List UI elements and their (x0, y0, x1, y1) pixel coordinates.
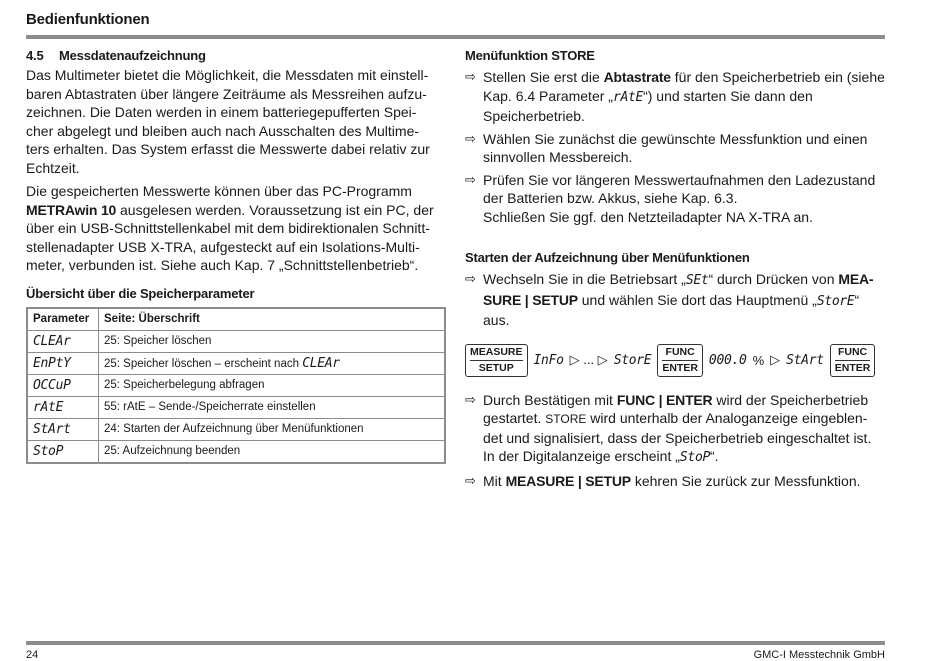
lcd-info: InFo (533, 352, 564, 368)
table-title: Übersicht über die Speicherparameter (26, 285, 255, 301)
text: “ durch Drücken von (708, 271, 839, 287)
parameter-cell: StArt (27, 418, 99, 440)
func-enter-ref: FUNC | ENTER (616, 391, 713, 408)
para2-line: über ein USB-Schnittstellenkabel mit dem bidirektionalen Schnitt- (26, 220, 430, 236)
lcd-value: 000.0 (708, 352, 747, 368)
para2-line: ausgelesen werden. Voraussetzung ist ein PC, der (116, 201, 434, 218)
list-item (465, 130, 887, 167)
description-cell: 25: Speicherbelegung abfragen (99, 374, 446, 396)
lcd-set: SEt (685, 273, 709, 288)
text: det und signalisiert, dass der Speicherbetrieb eingeschaltet ist. (483, 429, 872, 446)
parameter-cell: EnPtY (27, 352, 99, 374)
column-header-page: Seite: Überschrift (99, 308, 446, 331)
setup-key-ref: SURE | SETUP (483, 291, 578, 308)
text: “. (710, 448, 719, 464)
key-label: MEASURE (470, 346, 523, 361)
software-name: METRAwin 10 (26, 201, 117, 218)
lcd-rate: rAtE (612, 89, 644, 105)
description-cell: 25: Aufzeichnung beenden (99, 440, 446, 463)
para1-line: Das Multimeter bietet die Möglichkeit, die Messdaten mit einstell- (26, 67, 429, 83)
header-divider (26, 35, 885, 39)
text: wird unterhalb der Analoganzeige eingeblen- (586, 410, 868, 426)
key-label: ENTER (662, 361, 698, 374)
arrow-right-icon: ⇨ (465, 130, 476, 146)
list-item (465, 391, 887, 468)
text: “) und starten Sie dann den (643, 87, 813, 104)
list-item (465, 472, 887, 491)
func-enter-key (830, 344, 876, 377)
table-row (27, 330, 445, 352)
text: kehren Sie zurück zur Messfunktion. (630, 472, 861, 489)
left-column (26, 48, 446, 464)
text: gestartet. (483, 410, 546, 426)
abtastrate-term: Abtastrate (603, 69, 671, 85)
parameter-cell: CLEAr (27, 330, 99, 352)
page-header-title: Bedienfunktionen (26, 11, 150, 28)
table-header-row (27, 308, 445, 331)
footer-divider (26, 641, 885, 645)
lcd-store: StorE (613, 352, 652, 368)
text: Wechseln Sie in die Betriebsart „ (483, 271, 686, 287)
text: Speicherbetrieb. (483, 108, 585, 124)
company-name: GMC-I Messtechnik GmbH (753, 649, 885, 661)
lcd-start: StArt (786, 352, 824, 368)
memory-parameter-table (26, 307, 446, 464)
text: für den Speicherbetrieb ein (siehe (670, 69, 885, 85)
key-label: SETUP (478, 361, 514, 374)
section-heading (26, 48, 446, 63)
key-label: FUNC (835, 346, 871, 361)
description-lcd: CLEAr (302, 355, 340, 371)
lcd-store: StorE (816, 293, 855, 309)
percent-sign: % (752, 352, 765, 368)
table-row (27, 396, 445, 418)
software-paragraph (26, 182, 446, 275)
lcd-stop: StoP (679, 450, 710, 465)
text: wird der Speicherbetrieb (712, 391, 869, 408)
text: Wählen Sie zunächst die gewünschte Messfunktion und einen (483, 130, 868, 147)
table-row (27, 374, 445, 396)
section-number: 4.5 (26, 48, 44, 63)
key-sequence-diagram (465, 344, 887, 377)
intro-paragraph (26, 66, 446, 177)
parameter-cell: rAtE (27, 396, 99, 418)
para1-line: cher abgelegt und bleiben auch nach Ausschalten des Multime- (26, 122, 420, 139)
description-text: 25: Speicher löschen – erscheint nach (104, 357, 303, 370)
text: der Batterien bzw. Akkus, siehe Kap. 6.3. (483, 190, 738, 206)
para1-line: zeichnen. Die Daten werden in einem batteriegepufferten Spei- (26, 104, 417, 120)
arrow-right-icon: ⇨ (465, 472, 476, 488)
text: Kap. 6.4 Parameter „ (483, 87, 613, 104)
text: In der Digitalanzeige erscheint „ (483, 448, 680, 464)
para1-line: ters erhalten. Das System erfasst die Messwerte dabei relativ zur (26, 141, 430, 157)
arrow-right-icon: ⇨ (465, 271, 476, 286)
list-item (465, 171, 887, 227)
parameter-cell: OCCuP (27, 374, 99, 396)
list-item (465, 68, 887, 126)
measure-setup-ref: MEASURE | SETUP (505, 472, 631, 489)
list-item (465, 270, 887, 330)
para2-line: meter, verbunden ist. Siehe auch Kap. 7 „Schnittstellenbetrieb“. (26, 257, 419, 273)
text: Schließen Sie ggf. den Netzteiladapter NA X-TRA an. (483, 208, 813, 225)
store-heading: Menüfunktion STORE (465, 48, 595, 63)
arrow-right-icon: ⇨ (465, 391, 476, 407)
text: Stellen Sie erst die (483, 69, 604, 85)
store-indicator: STORE (545, 412, 587, 426)
start-recording-heading: Starten der Aufzeichnung über Menüfunktionen (465, 250, 750, 265)
func-enter-key (657, 344, 703, 377)
page-number: 24 (26, 649, 39, 661)
key-label: ENTER (834, 361, 871, 374)
section-title: Messdatenaufzeichnung (59, 48, 206, 63)
measure-setup-key (465, 344, 528, 377)
text: “ aus. (483, 291, 860, 328)
sequence-separator: ▷ (770, 352, 781, 367)
para1-line: baren Abtastraten über längere Zeiträume als Messreihen aufzu- (26, 85, 427, 102)
para1-line: Echtzeit. (26, 159, 80, 176)
description-cell: 24: Starten der Aufzeichnung über Menüfunktionen (99, 418, 446, 440)
text: Durch Bestätigen mit (483, 391, 617, 408)
right-column (465, 48, 887, 490)
table-row (27, 352, 445, 374)
column-header-parameter: Parameter (27, 308, 99, 331)
arrow-right-icon: ⇨ (465, 69, 476, 84)
description-cell (99, 352, 446, 374)
para2-line: Die gespeicherten Messwerte können über das PC-Programm (26, 183, 412, 199)
table-row (27, 440, 445, 463)
text: und wählen Sie dort das Hauptmenü „ (577, 291, 817, 308)
text: Prüfen Sie vor längeren Messwertaufnahmen den Ladezustand (483, 171, 876, 188)
parameter-cell: StoP (27, 440, 99, 463)
text: Mit (483, 472, 506, 489)
sequence-separator: ▷ ... ▷ (569, 352, 608, 367)
measure-key-ref: MEA- (838, 271, 874, 287)
para2-line: stellenadapter USB X-TRA, aufgesteckt auf ein Isolations-Multi- (26, 238, 420, 255)
description-cell: 25: Speicher löschen (99, 330, 446, 352)
description-cell: 55: rAtE – Sende-/Speicherrate einstellen (99, 396, 446, 418)
key-label: FUNC (662, 346, 698, 361)
text: sinnvollen Messbereich. (483, 149, 633, 165)
arrow-right-icon: ⇨ (465, 171, 476, 187)
table-row (27, 418, 445, 440)
